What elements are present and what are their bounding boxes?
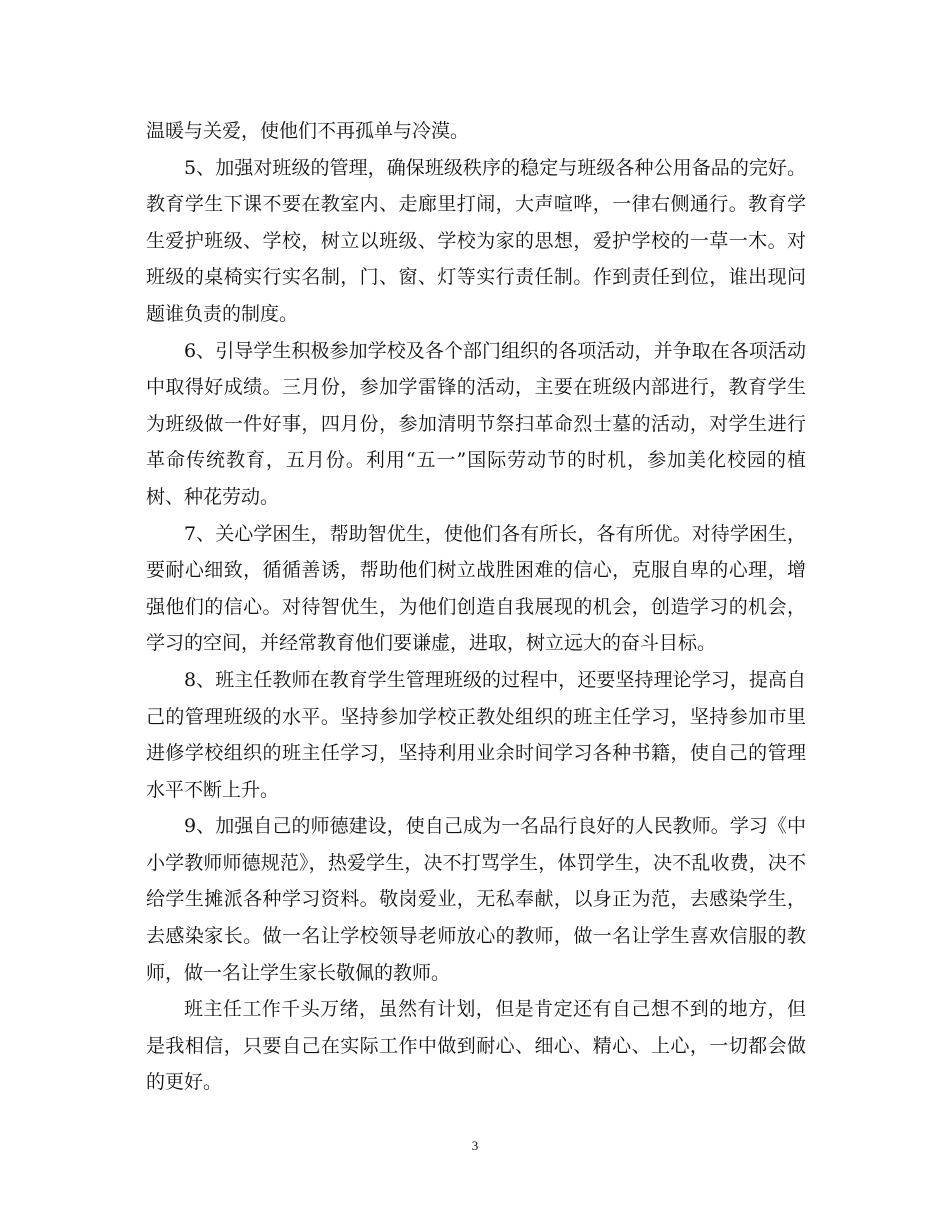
paragraph-continuation: 温暖与关爱，使他们不再孤单与冷漠。 bbox=[146, 120, 470, 142]
paragraph-conclusion: 班主任工作千头万绪，虽然有计划，但是肯定还有自己想不到的地方，但是我相信，只要自己在实际工作中做到耐心、细心、精心、上心，一切都会做的更好。 bbox=[146, 998, 806, 1094]
paragraph-item-7: 7、关心学困生，帮助智优生，使他们各有所长，各有所优。对待学困生，要耐心细致，循循善诱，帮助他们树立战胜困难的信心，克服自卑的心理，增强他们的信心。对待智优生，为他们创造自我展现的机会，创造学习的机会，学习的空间，并经常教育他们要谦虚，进取，树立远大的奋斗目标。 bbox=[146, 522, 806, 655]
paragraph-item-6: 6、引导学生积极参加学校及各个部门组织的各项活动，并争取在各项活动中取得好成绩。三月份，参加学雷锋的活动，主要在班级内部进行，教育学生为班级做一件好事，四月份，参加清明节祭扫革命烈士墓的活动，对学生进行革命传统教育，五月份。利用“五一”国际劳动节的时机，参加美化校园的植树、种花劳动。 bbox=[146, 339, 806, 508]
paragraph-item-5: 5、加强对班级的管理，确保班级秩序的稳定与班级各种公用备品的完好。教育学生下课不要在教室内、走廊里打闹，大声喧哗，一律右侧通行。教育学生爱护班级、学校，树立以班级、学校为家的思想，爱护学校的一草一木。对班级的桌椅实行实名制，门、窗、灯等实行责任制。作到责任到位，谁出现问题谁负责的制度。 bbox=[146, 156, 806, 325]
document-body bbox=[146, 113, 806, 1101]
paragraph-item-8: 8、班主任教师在教育学生管理班级的过程中，还要坚持理论学习，提高自己的管理班级的水平。坚持参加学校正教处组织的班主任学习，坚持参加市里进修学校组织的班主任学习，坚持利用业余时间学习各种书籍，使自己的管理水平不断上升。 bbox=[146, 668, 806, 801]
page-number: 3 bbox=[471, 1138, 479, 1153]
paragraph-item-9: 9、加强自己的师德建设，使自己成为一名品行良好的人民教师。学习《中小学教师师德规范》，热爱学生，决不打骂学生，体罚学生，决不乱收费，决不给学生摊派各种学习资料。敬岗爱业，无私奉献，以身正为范，去感染学生，去感染家长。做一名让学校领导老师放心的教师，做一名让学生喜欢信服的教师，做一名让学生家长敬佩的教师。 bbox=[146, 815, 806, 984]
